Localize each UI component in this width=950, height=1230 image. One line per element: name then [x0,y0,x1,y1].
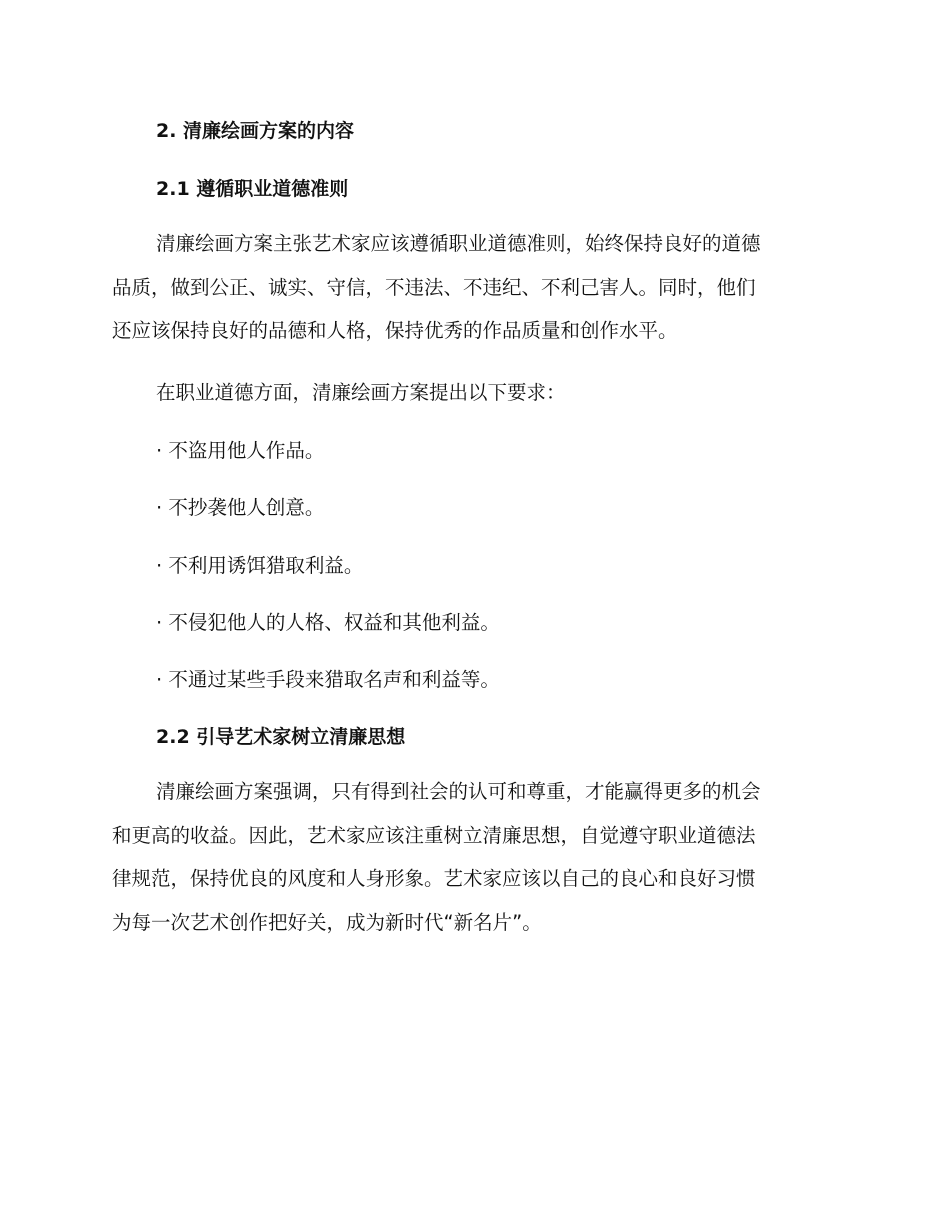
bullet-item: · 不通过某些手段来猎取名声和利益等。 [156,668,500,691]
paragraph-line: 和更高的收益。因此，艺术家应该注重树立清廉思想，自觉遵守职业道德法 [112,823,756,847]
paragraph-line: 为每一次艺术创作把好关，成为新时代“新名片”。 [112,910,542,934]
paragraph-line: 还应该保持良好的品德和人格，保持优秀的作品质量和创作水平。 [112,319,678,342]
bullet-item: · 不抄袭他人创意。 [156,496,325,519]
paragraph-line: 律规范，保持优良的风度和人身形象。艺术家应该以自己的良心和良好习惯 [112,867,756,890]
bullet-item: · 不盗用他人作品。 [156,439,325,462]
paragraph-line: 品质，做到公正、诚实、守信，不违法、不违纪、不利己害人。同时，他们 [112,275,756,299]
bullet-item: · 不利用诱饵猎取利益。 [156,554,364,577]
bullet-item: · 不侵犯他人的人格、权益和其他利益。 [156,611,500,634]
paragraph-integrity-thinking [112,770,832,944]
paragraph-line: 清廉绘画方案强调，只有得到社会的认可和尊重，才能赢得更多的机会 [156,780,761,803]
paragraph-line: 清廉绘画方案主张艺术家应该遵循职业道德准则，始终保持良好的道德 [156,232,761,255]
requirements-intro: 在职业道德方面，清廉绘画方案提出以下要求： [156,381,566,404]
section-heading: 2. 清廉绘画方案的内容 [156,120,355,142]
subsection-heading-2-1: 2.1 遵循职业道德准则 [156,178,349,200]
subsection-heading-2-2: 2.2 引导艺术家树立清廉思想 [156,726,406,748]
paragraph-professional-ethics [112,222,832,353]
